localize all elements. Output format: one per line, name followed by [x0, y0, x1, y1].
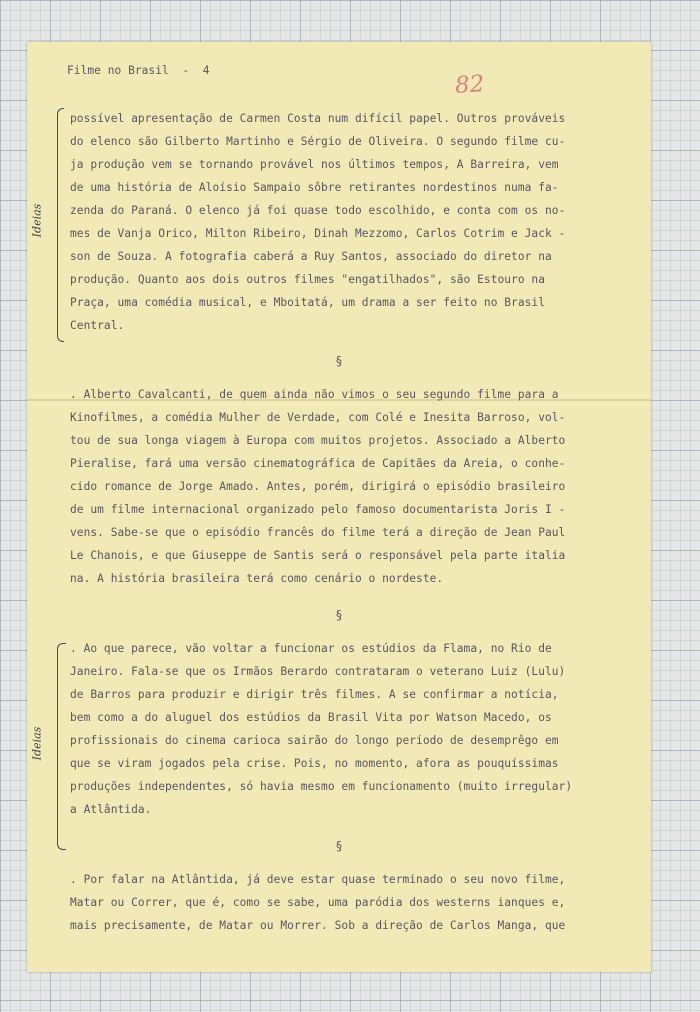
para1-line-8: produção. Quanto aos dois outros filmes "engatilhados", são Estouro na — [70, 273, 545, 286]
para2-line-6: de um filme internacional organizado pelo famoso documentarista Joris I - — [70, 503, 566, 516]
para2-line-9: na. A história brasileira terá como cenário o nordeste. — [70, 572, 444, 585]
para3-line-5: profissionais do cinema carioca sairão do longo período de desemprêgo em — [70, 734, 559, 747]
para2-line-1: . Alberto Cavalcanti, de quem ainda não vimos o seu segundo filme para a — [70, 388, 559, 401]
para1-line-9: Praça, uma comédia musical, e Mboitatá, um drama a ser feito no Brasil — [70, 296, 545, 309]
typed-page — [27, 42, 651, 972]
para3-line-1: . Ao que parece, vão voltar a funcionar os estúdios da Flama, no Rio de — [70, 642, 552, 655]
para1-line-10: Central. — [70, 319, 125, 332]
para2-line-7: vens. Sabe-se que o episódio francês do filme terá a direção de Jean Paul — [70, 526, 566, 539]
page-header: Filme no Brasil - 4 — [67, 64, 210, 77]
para3-line-2: Janeiro. Fala-se que os Irmãos Berardo contrataram o veterano Luiz (Lulu) — [70, 665, 566, 678]
para1-line-3: ja produção vem se tornando provável nos últimos tempos, A Barreira, vem — [70, 158, 559, 171]
para3-line-8: a Atlântida. — [70, 803, 152, 816]
para4-line-3: mais precisamente, de Matar ou Morrer. Sob a direção de Carlos Manga, que — [70, 919, 566, 932]
para1-line-5: zenda do Paraná. O elenco já foi quase todo escolhido, e conta com os no- — [70, 204, 566, 217]
margin-note-bottom: Ideias — [30, 726, 44, 761]
section-mark-2: § — [335, 608, 343, 622]
para4-line-1: . Por falar na Atlântida, já deve estar quase terminado o seu novo filme, — [70, 873, 566, 886]
section-mark-3: § — [335, 839, 343, 853]
para3-line-4: bem como a do aluguel dos estúdios da Brasil Vita por Watson Macedo, os — [70, 711, 552, 724]
para1-line-1: possível apresentação de Carmen Costa num difícil papel. Outros prováveis — [70, 112, 566, 125]
para1-line-6: mes de Vanja Orico, Milton Ribeiro, Dinah Mezzomo, Carlos Cotrim e Jack - — [70, 227, 566, 240]
margin-bracket-top — [57, 108, 64, 342]
handwritten-page-number: 82 — [454, 71, 486, 99]
para4-line-2: Matar ou Correr, que é, como se sabe, uma paródia dos westerns ianques e, — [70, 896, 566, 909]
para2-line-5: cido romance de Jorge Amado. Antes, porém, dirigirá o episódio brasileiro — [70, 480, 566, 493]
para3-line-6: que se viram jogados pela crise. Pois, no momento, afora as pouquíssimas — [70, 757, 559, 770]
section-mark-1: § — [335, 354, 343, 368]
margin-note-top: Ideias — [30, 203, 44, 238]
para2-line-3: tou de sua longa viagem à Europa com muitos projetos. Associado a Alberto — [70, 434, 566, 447]
margin-bracket-bottom — [57, 643, 66, 850]
para1-line-4: de uma história de Aloísio Sampaio sôbre retirantes nordestinos numa fa- — [70, 181, 559, 194]
para2-line-8: Le Chanois, e que Giuseppe de Santis será o responsável pela parte italia — [70, 549, 566, 562]
para3-line-3: de Barros para produzir e dirigir três filmes. A se confirmar a notícia, — [70, 688, 559, 701]
para3-line-7: produções independentes, só havia mesmo em funcionamento (muito irregular) — [70, 780, 573, 793]
para2-line-2: Kinofilmes, a comédia Mulher de Verdade, com Colé e Inesita Barroso, vol- — [70, 411, 566, 424]
para1-line-2: do elenco são Gilberto Martinho e Sérgio de Oliveira. O segundo filme cu- — [70, 135, 566, 148]
para2-line-4: Pieralise, fará uma versão cinematográfica de Capitães da Areia, o conhe- — [70, 457, 566, 470]
para1-line-7: son de Souza. A fotografia caberá a Ruy Santos, associado do diretor na — [70, 250, 552, 263]
